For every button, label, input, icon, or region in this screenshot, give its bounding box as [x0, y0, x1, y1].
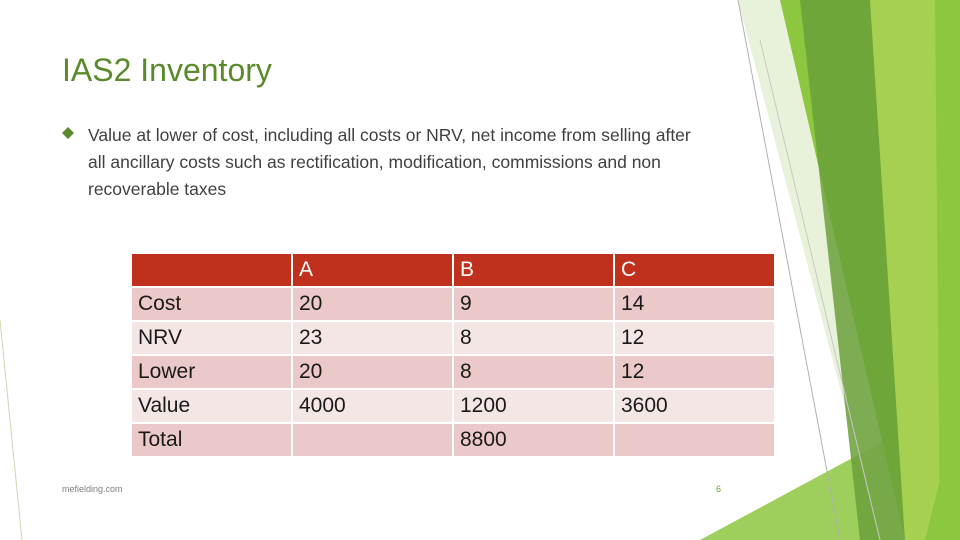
table-cell: 20 — [292, 287, 453, 321]
table-header-cell: C — [614, 253, 775, 287]
table-cell: 23 — [292, 321, 453, 355]
table-cell — [614, 423, 775, 457]
table-cell: 14 — [614, 287, 775, 321]
table-cell: 8 — [453, 321, 614, 355]
table-cell: Total — [131, 423, 292, 457]
bullet-text: Value at lower of cost, including all costs or NRV, net income from selling after all ancillary costs such as rectification, modification, commissions and non recoverable taxes — [88, 125, 691, 199]
bullet-item — [62, 122, 702, 203]
page-number: 6 — [716, 484, 722, 494]
table-cell — [292, 423, 453, 457]
table-cell: Lower — [131, 355, 292, 389]
table-cell: Cost — [131, 287, 292, 321]
table-cell: 3600 — [614, 389, 775, 423]
table-cell: 1200 — [453, 389, 614, 423]
table-row — [131, 287, 775, 321]
table-row — [131, 321, 775, 355]
table-cell: 20 — [292, 355, 453, 389]
table-cell: 4000 — [292, 389, 453, 423]
table-cell: NRV — [131, 321, 292, 355]
table-cell: 12 — [614, 355, 775, 389]
table-row — [131, 423, 775, 457]
table-cell: 9 — [453, 287, 614, 321]
table-cell: 8800 — [453, 423, 614, 457]
table-cell: 8 — [453, 355, 614, 389]
table-header-cell: A — [292, 253, 453, 287]
table-header-row — [131, 253, 775, 287]
table-row — [131, 389, 775, 423]
table-row — [131, 355, 775, 389]
footer-source: mefielding.com — [62, 484, 123, 494]
table-cell: Value — [131, 389, 292, 423]
slide-title: IAS2 Inventory — [62, 52, 272, 88]
table-header-cell: B — [453, 253, 614, 287]
table-header-cell — [131, 253, 292, 287]
table-cell: 12 — [614, 321, 775, 355]
diamond-bullet-icon — [62, 122, 88, 203]
inventory-table — [130, 252, 776, 458]
